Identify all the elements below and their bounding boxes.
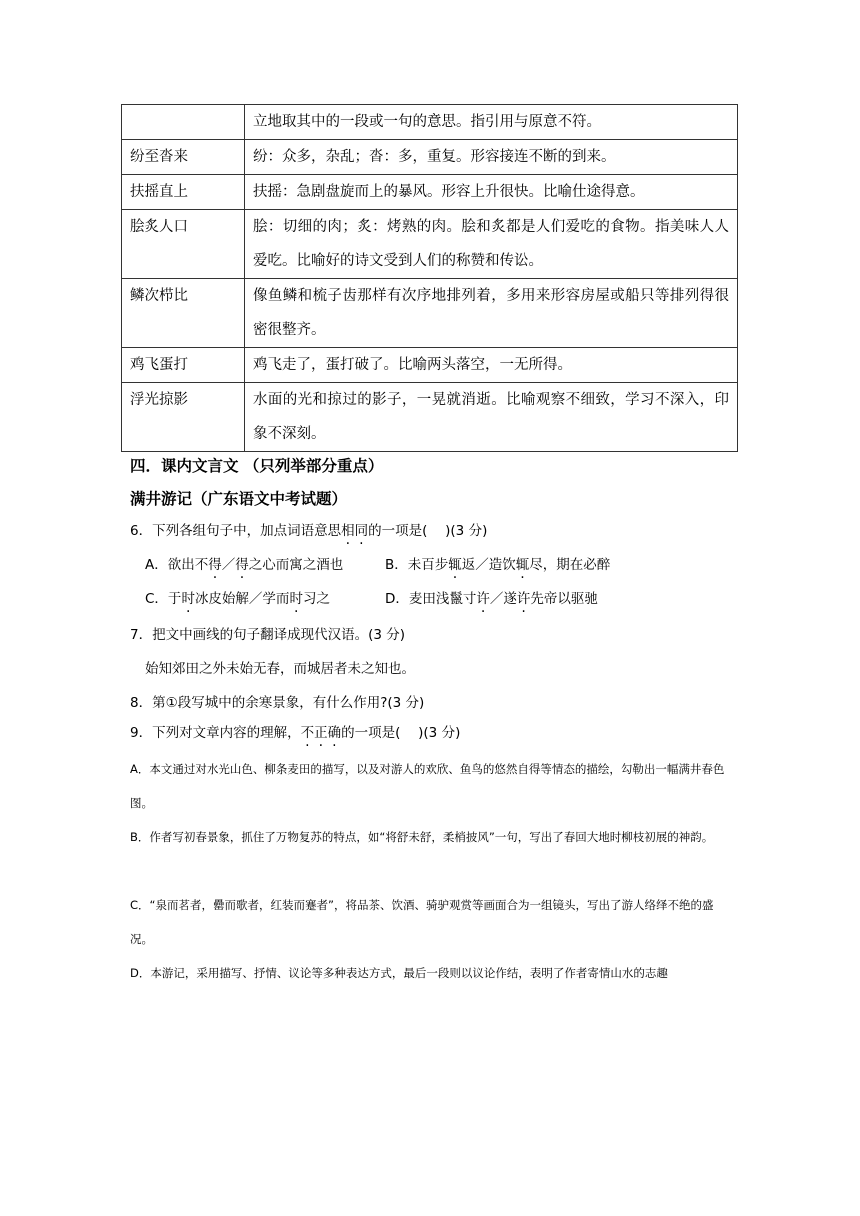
dotted-char: 许 xyxy=(516,591,531,607)
idiom-table xyxy=(121,104,738,452)
option-text: 习之 xyxy=(302,591,330,607)
q6-option-b xyxy=(385,556,610,574)
idiom-definition: 脍：切细的肉；炙：烤熟的肉。脍和炙都是人们爱吃的食物。指美味人人爱吃。比喻好的诗文受到人们的称赞和传讼。 xyxy=(245,210,738,279)
idiom-term: 鸡飞蛋打 xyxy=(122,348,245,383)
idiom-definition: 纷：众多，杂乱；沓：多，重复。形容接连不断的到来。 xyxy=(245,140,738,175)
idiom-row xyxy=(122,279,738,348)
option-text: C．于 xyxy=(145,591,182,607)
option-text: 尽，期在必醉 xyxy=(529,557,611,573)
q9-option-a: A．本文通过对水光山色、柳条麦田的描写，以及对游人的欢欣、鱼鸟的悠然自得等情态的描绘，勾勒出一幅满井春色图。 xyxy=(130,762,725,810)
idiom-term: 脍炙人口 xyxy=(122,210,245,279)
q9-stem-dotted xyxy=(301,725,342,741)
question-7-sentence: 始知郊田之外未始无春，而城居者未之知也。 xyxy=(145,661,415,677)
option-text: 先帝以驱驰 xyxy=(530,591,598,607)
dotted-char: 辄 xyxy=(515,557,530,573)
idiom-definition: 扶摇：急剧盘旋而上的暴风。形容上升很快。比喻仕途得意。 xyxy=(245,175,738,210)
dotted-char: 不 xyxy=(300,725,315,741)
dotted-char: 得 xyxy=(235,557,249,573)
question-6-stem xyxy=(130,522,487,540)
q6-option-a xyxy=(145,556,385,574)
option-text: D．麦田浅鬣寸 xyxy=(385,591,477,607)
idiom-row xyxy=(122,210,738,279)
question-8-stem: 8．第①段写城中的余寒景象，有什么作用?(3 分) xyxy=(130,695,425,711)
idiom-row xyxy=(122,140,738,175)
question-6-options-ab xyxy=(145,556,610,574)
idiom-definition: 像鱼鳞和梳子齿那样有次序地排列着，多用来形容房屋或船只等排列得很密很整齐。 xyxy=(245,279,738,348)
option-text: 冰皮始解／学而 xyxy=(194,591,290,607)
dotted-char: 正 xyxy=(314,725,328,741)
option-text: B．未百步 xyxy=(385,557,449,573)
option-text: 之心而寓之酒也 xyxy=(248,557,344,573)
idiom-definition: 鸡飞走了，蛋打破了。比喻两头落空，一无所得。 xyxy=(245,348,738,383)
idiom-term: 浮光掠影 xyxy=(122,383,245,452)
dotted-char: 同 xyxy=(354,523,369,539)
text-title: 满井游记（广东语文中考试题） xyxy=(130,490,348,508)
idiom-term: 扶摇直上 xyxy=(122,175,245,210)
idiom-table-body xyxy=(122,105,738,452)
question-6-options-cd xyxy=(145,590,598,608)
q6-option-c xyxy=(145,590,385,608)
q9-option-b: B．作者写初春景象，抓住了万物复苏的特点，如“将舒未舒，柔梢披风”一句，写出了春回大地时柳枝初展的神韵。 xyxy=(130,830,714,844)
idiom-definition: 水面的光和掠过的影子，一晃就消逝。比喻观察不细致，学习不深入，印象不深刻。 xyxy=(245,383,738,452)
dotted-char: 时 xyxy=(181,591,195,607)
section-heading: 四．课内文言文 （只列举部分重点） xyxy=(130,457,384,475)
option-text: ／ xyxy=(221,557,236,573)
question-9-stem xyxy=(130,724,460,742)
q6-stem-dotted xyxy=(341,523,368,539)
idiom-row xyxy=(122,105,738,140)
question-7-stem: 7．把文中画线的句子翻译成现代汉语。(3 分) xyxy=(130,627,406,643)
dotted-char: 得 xyxy=(208,557,222,573)
q9-stem-pre: 9．下列对文章内容的理解， xyxy=(130,725,301,741)
q9-option-c: C．“泉而茗者，罍而歌者，红装而蹇者”，将品茶、饮酒、骑驴观赏等画面合为一组镜头，写出了游人络绎不绝的盛况。 xyxy=(130,898,714,946)
idiom-row xyxy=(122,175,738,210)
option-text: A．欲出不 xyxy=(145,557,209,573)
idiom-row xyxy=(122,348,738,383)
dotted-char: 许 xyxy=(476,591,490,607)
idiom-term xyxy=(122,105,245,140)
idiom-term: 鳞次栉比 xyxy=(122,279,245,348)
dotted-char: 确 xyxy=(327,725,342,741)
dotted-char: 辄 xyxy=(448,557,462,573)
option-text: ／遂 xyxy=(489,591,517,607)
idiom-definition: 立地取其中的一段或一句的意思。指引用与原意不符。 xyxy=(245,105,738,140)
q9-stem-post: 的一项是( )(3 分) xyxy=(341,725,461,741)
q9-option-d: D．本游记，采用描写、抒情、议论等多种表达方式，最后一段则以议论作结，表明了作者寄情山水的志趣 xyxy=(130,966,668,980)
q6-stem-post: 的一项是( )(3 分) xyxy=(368,523,488,539)
idiom-term: 纷至沓来 xyxy=(122,140,245,175)
idiom-row xyxy=(122,383,738,452)
q6-stem-pre: 6．下列各组句子中，加点词语意思 xyxy=(130,523,342,539)
q6-option-d xyxy=(385,590,598,608)
dotted-char: 时 xyxy=(289,591,303,607)
option-text: 返／造饮 xyxy=(461,557,516,573)
dotted-char: 相 xyxy=(341,523,355,539)
